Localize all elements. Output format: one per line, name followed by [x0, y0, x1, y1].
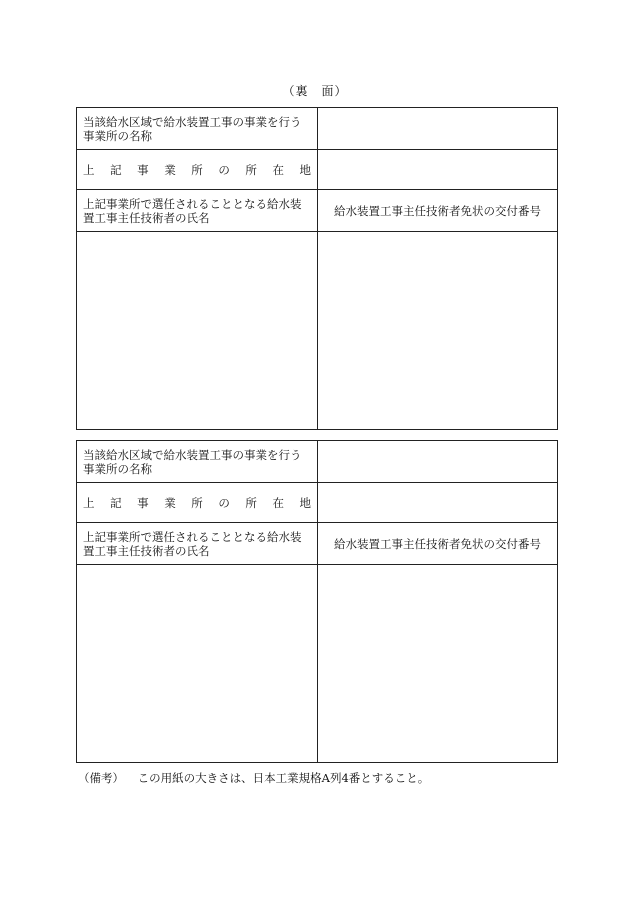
label-char: 地: [299, 495, 311, 510]
office-address-label: [83, 496, 311, 510]
office-address-row: [77, 483, 558, 523]
office-name-field[interactable]: [318, 441, 558, 483]
license-number-field[interactable]: [318, 565, 558, 763]
office-name-row: [77, 441, 558, 483]
office-address-label-cell: [77, 483, 318, 523]
license-number-label-cell: [318, 523, 558, 565]
license-number-label-cell: [318, 190, 558, 232]
registration-table-2: [76, 440, 558, 763]
engineer-name-field[interactable]: [77, 232, 318, 430]
remarks-text: この用紙の大きさは、日本工業規格A列4番とすること。: [137, 771, 430, 785]
label-char: 所: [191, 495, 203, 510]
office-address-label-cell: [77, 150, 318, 190]
label-char: の: [218, 495, 230, 510]
engineer-header-row: [77, 523, 558, 565]
office-name-label: 当該給水区域で給水装置工事の事業を行う事業所の名称: [77, 441, 318, 483]
label-char: 記: [110, 495, 122, 510]
engineer-name-field[interactable]: [77, 565, 318, 763]
engineer-entry-row: [77, 232, 558, 430]
label-char: 記: [110, 162, 122, 177]
license-number-field[interactable]: [318, 232, 558, 430]
license-number-label: 給水装置工事主任技術者免状の交付番号: [334, 536, 541, 551]
license-number-label: 給水装置工事主任技術者免状の交付番号: [334, 203, 541, 218]
label-char: 事: [137, 162, 149, 177]
remarks-label: （備考）: [78, 771, 124, 785]
engineer-header-row: [77, 190, 558, 232]
office-name-field[interactable]: [318, 108, 558, 150]
registration-table-1: [76, 107, 558, 430]
label-char: 地: [299, 162, 311, 177]
label-char: 業: [164, 495, 176, 510]
office-address-field[interactable]: [318, 150, 558, 190]
engineer-name-label: 上記事業所で選任されることとなる給水装置工事主任技術者の氏名: [77, 190, 318, 232]
label-char: 所: [245, 495, 257, 510]
office-address-row: [77, 150, 558, 190]
label-char: 事: [137, 495, 149, 510]
office-name-label: 当該給水区域で給水装置工事の事業を行う事業所の名称: [77, 108, 318, 150]
office-address-field[interactable]: [318, 483, 558, 523]
remarks-note: [78, 770, 429, 786]
label-char: 上: [83, 495, 95, 510]
label-char: 所: [191, 162, 203, 177]
label-char: 業: [164, 162, 176, 177]
office-address-label: [83, 163, 311, 177]
label-char: 上: [83, 162, 95, 177]
engineer-entry-row: [77, 565, 558, 763]
office-name-row: [77, 108, 558, 150]
label-char: 在: [272, 162, 284, 177]
engineer-name-label: 上記事業所で選任されることとなる給水装置工事主任技術者の氏名: [77, 523, 318, 565]
page-title: （裏 面）: [282, 84, 348, 98]
label-char: の: [218, 162, 230, 177]
label-char: 所: [245, 162, 257, 177]
label-char: 在: [272, 495, 284, 510]
